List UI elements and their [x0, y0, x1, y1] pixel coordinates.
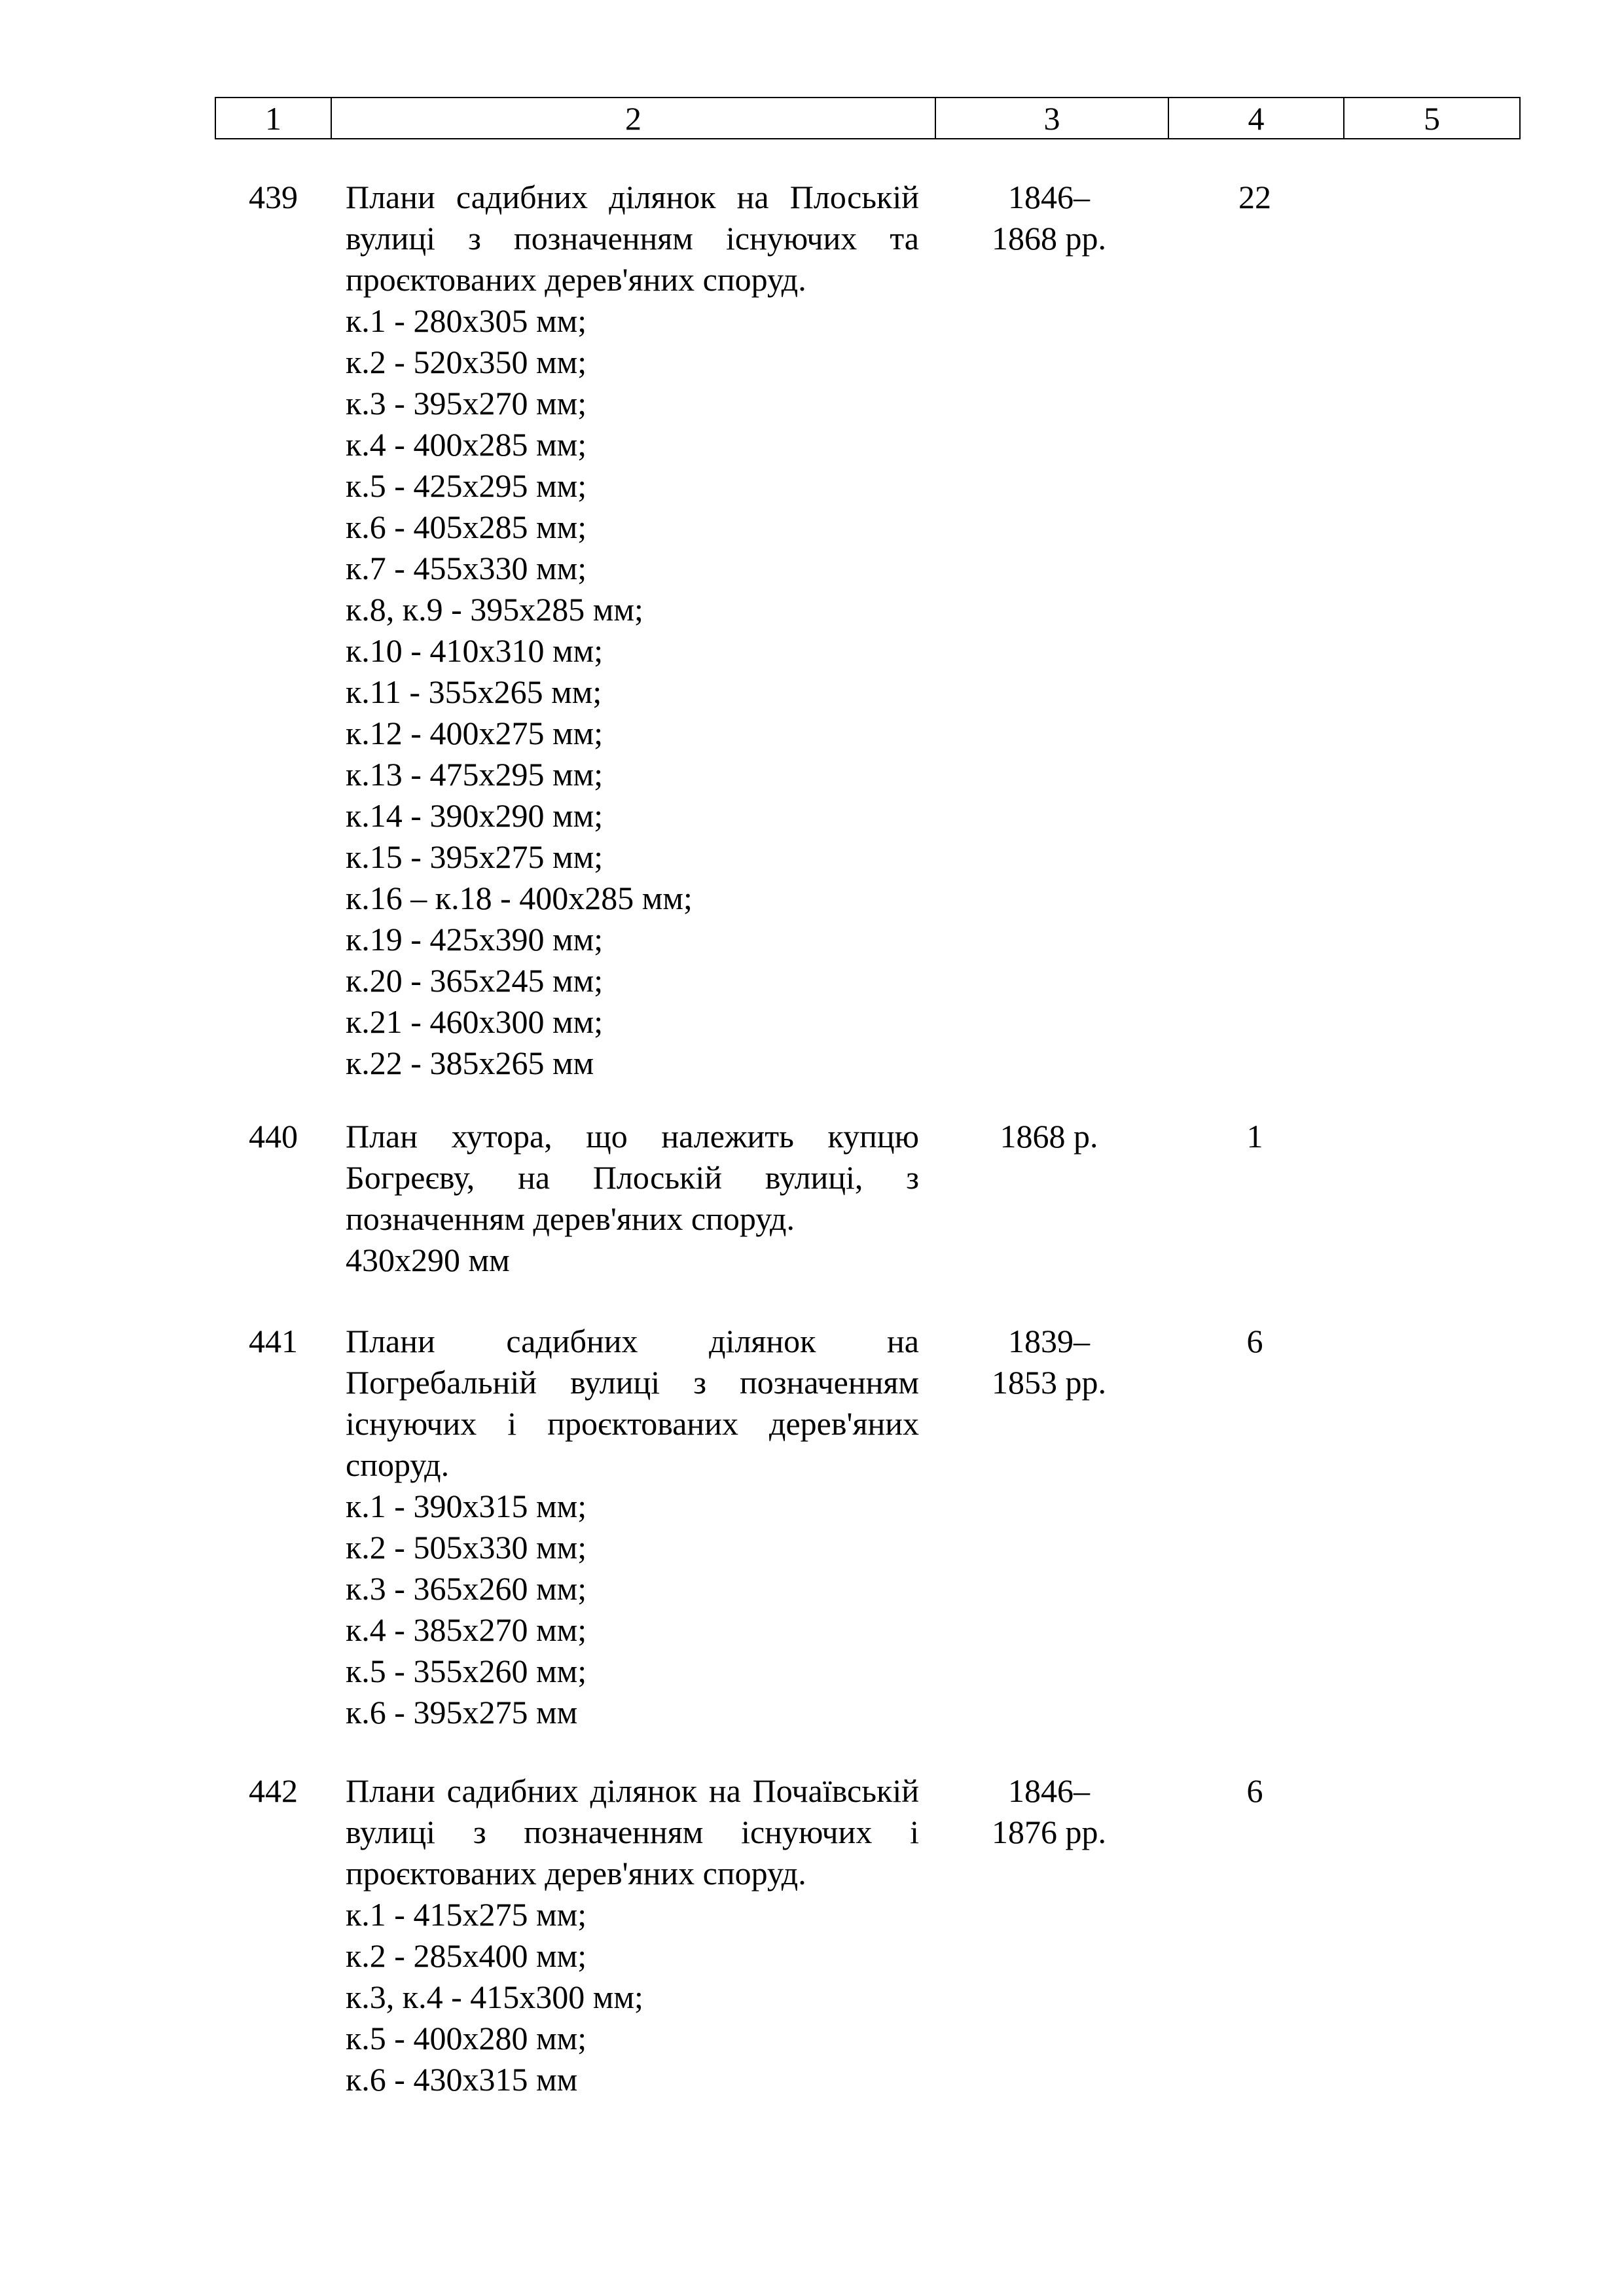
dimension-line: к.16 – к.18 - 400х285 мм;	[346, 880, 693, 916]
dimension-line: к.1 - 280х305 мм;	[346, 302, 587, 339]
dimension-line: к.3, к.4 - 415х300 мм;	[346, 1979, 643, 2015]
entry-number: 442	[249, 1772, 298, 1809]
entry-count: 22	[1238, 179, 1271, 215]
dimension-line: к.6 - 395х275 мм	[346, 1694, 578, 1731]
dimension-line: к.1 - 415х275 мм;	[346, 1896, 587, 1933]
entry-date	[936, 177, 1162, 259]
dimension-line: к.8, к.9 - 395х285 мм;	[346, 591, 643, 628]
column-header-3: 3	[935, 98, 1168, 139]
dimension-line: 430х290 мм	[346, 1242, 510, 1278]
dimension-line: к.5 - 400х280 мм;	[346, 2020, 587, 2056]
dimension-line: к.21 - 460х300 мм;	[346, 1003, 604, 1040]
dimension-line: к.3 - 365х260 мм;	[346, 1570, 587, 1607]
entry-description-block	[346, 1321, 919, 1733]
column-header-2: 2	[331, 98, 935, 139]
dimension-line: к.15 - 395х275 мм;	[346, 838, 604, 875]
dimension-line: к.13 - 475х295 мм;	[346, 756, 604, 793]
entry-description-block	[346, 1116, 919, 1281]
dimension-line: к.14 - 390х290 мм;	[346, 797, 604, 834]
entry-count: 1	[1246, 1118, 1263, 1155]
column-header-row	[215, 98, 1520, 139]
dimension-line: к.22 - 385х265 мм	[346, 1045, 594, 1081]
entry-date	[936, 1116, 1162, 1157]
column-header-table	[215, 97, 1521, 139]
entry-description-block	[346, 1770, 919, 2100]
column-header-5: 5	[1344, 98, 1520, 139]
date-line: 1868 р.	[1000, 1118, 1098, 1155]
entry-count: 6	[1246, 1323, 1263, 1359]
dimension-line: к.6 - 430х315 мм	[346, 2061, 578, 2098]
date-line: 1846–	[1008, 179, 1090, 215]
date-line: 1839–	[1008, 1323, 1090, 1359]
date-line: 1876 рр.	[992, 1814, 1106, 1850]
date-line: 1868 рр.	[992, 220, 1106, 257]
dimension-line: к.19 - 425х390 мм;	[346, 921, 604, 958]
dimension-line: к.2 - 505х330 мм;	[346, 1529, 587, 1566]
entry-description: Плани садибних ділянок на Плоській вулиці з позначенням існуючих та проєктованих дерев'яних споруд.	[346, 179, 919, 298]
entry-date	[936, 1770, 1162, 1853]
dimension-line: к.6 - 405х285 мм;	[346, 509, 587, 545]
dimension-line: к.4 - 385х270 мм;	[346, 1611, 587, 1648]
entry-description: План хутора, що належить купцю Богреєву, на Плоській вулиці, з позначенням дерев'яних споруд.	[346, 1118, 919, 1237]
dimension-line: к.4 - 400х285 мм;	[346, 426, 587, 463]
dimension-line: к.7 - 455х330 мм;	[346, 550, 587, 586]
column-header-4: 4	[1168, 98, 1344, 139]
entry-number: 439	[249, 179, 298, 215]
entry-count: 6	[1246, 1772, 1263, 1809]
dimension-line: к.11 - 355х265 мм;	[346, 673, 602, 710]
entry-date	[936, 1321, 1162, 1403]
entry-description-block	[346, 177, 919, 1084]
dimension-line: к.2 - 285х400 мм;	[346, 1937, 587, 1974]
dimension-line: к.5 - 355х260 мм;	[346, 1653, 587, 1689]
dimension-line: к.20 - 365х245 мм;	[346, 962, 604, 999]
entry-description: Плани садибних ділянок на Погребальній вулиці з позначенням існуючих і проєктованих дерев'яних споруд.	[346, 1323, 919, 1483]
dimension-line: к.3 - 395х270 мм;	[346, 385, 587, 422]
entry-description: Плани садибних ділянок на Почаївській вулиці з позначенням існуючих і проєктованих дерев'яних споруд.	[346, 1772, 919, 1892]
dimension-line: к.5 - 425х295 мм;	[346, 467, 587, 504]
date-line: 1853 рр.	[992, 1364, 1106, 1401]
date-line: 1846–	[1008, 1772, 1090, 1809]
entry-number: 441	[249, 1323, 298, 1359]
dimension-line: к.2 - 520х350 мм;	[346, 344, 587, 380]
dimension-line: к.10 - 410х310 мм;	[346, 632, 604, 669]
dimension-line: к.1 - 390х315 мм;	[346, 1488, 587, 1524]
dimension-line: к.12 - 400х275 мм;	[346, 715, 604, 751]
entry-number: 440	[249, 1118, 298, 1155]
column-header-1: 1	[215, 98, 331, 139]
